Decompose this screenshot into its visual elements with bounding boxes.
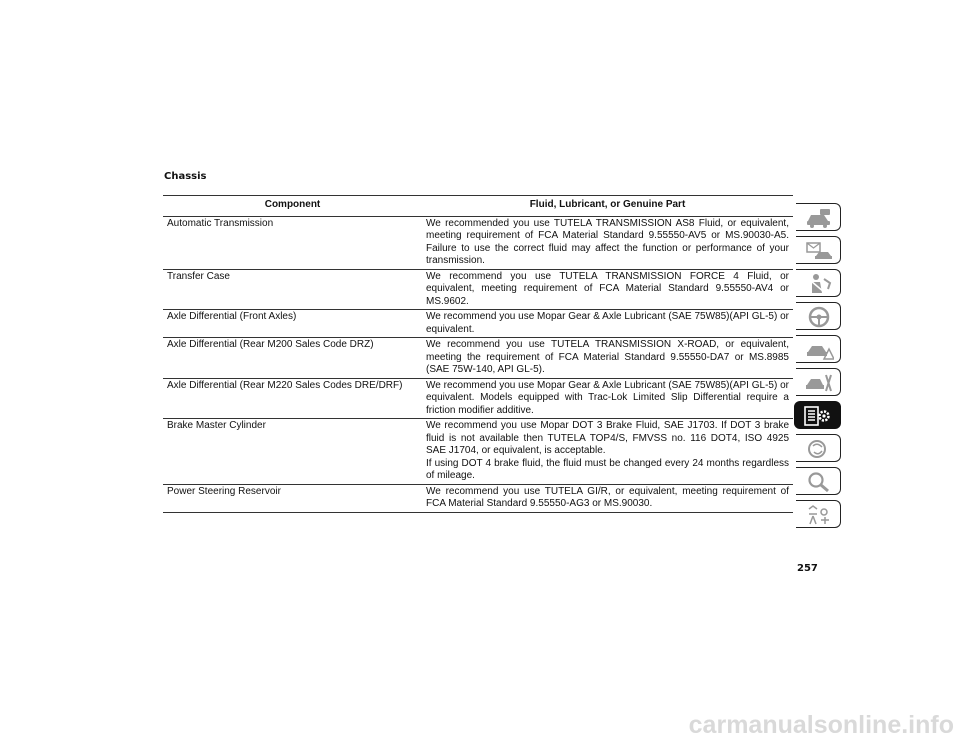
fluid-cell: [422, 216, 793, 269]
multimedia-icon: [804, 438, 834, 460]
table-row: [163, 269, 793, 310]
steering-wheel-icon: [804, 306, 834, 328]
fluid-text: We recommended you use TUTELA TRANSMISSION AS8 Fluid, or equivalent, meeting requirement of FCA Material Standard 9.55550-AV5 or MS.90030-A5. Failure to use the correct fluid may affect the function or performance of your transmission.: [426, 217, 789, 266]
specifications-gear-icon: [802, 405, 832, 427]
component-cell: Axle Differential (Rear M220 Sales Codes DRE/DRF): [163, 378, 422, 419]
fluid-text: We recommend you use TUTELA GI/R, or equivalent, meeting requirement of FCA Material Standard 9.55550-AG3 or MS.90030.: [426, 485, 789, 509]
fluid-cell: [422, 269, 793, 310]
fluid-text: We recommend you use Mopar Gear & Axle Lubricant (SAE 75W85)(API GL-5) or equivalent.: [426, 311, 789, 335]
car-warning-icon: [804, 339, 834, 361]
component-cell: Axle Differential (Rear M200 Sales Code DRZ): [163, 338, 422, 379]
tab-starting-operating[interactable]: [796, 302, 841, 330]
tab-servicing-maintenance[interactable]: [796, 368, 841, 396]
fluid-text: If using DOT 4 brake fluid, the fluid must be changed every 24 months regardless of mileage.: [426, 457, 789, 481]
tab-in-case-of-emergency[interactable]: [796, 335, 841, 363]
fluid-cell: [422, 419, 793, 485]
fluid-text: We recommend you use TUTELA TRANSMISSION FORCE 4 Fluid, or equivalent, meeting requirement of FCA Material Standard 9.55550-AV4 or MS.9602.: [426, 270, 789, 307]
table-row: [163, 338, 793, 379]
tab-technical-specifications[interactable]: [794, 401, 841, 429]
page-number: 257: [797, 563, 818, 574]
tab-getting-to-know-vehicle[interactable]: [796, 203, 841, 231]
chapter-tabs: [796, 203, 842, 533]
component-cell: Automatic Transmission: [163, 216, 422, 269]
table-row: [163, 216, 793, 269]
fluid-cell: [422, 484, 793, 512]
component-cell: Transfer Case: [163, 269, 422, 310]
column-header-component: Component: [163, 196, 422, 217]
table-row: [163, 310, 793, 338]
component-cell: Power Steering Reservoir: [163, 484, 422, 512]
tab-languages[interactable]: [796, 500, 841, 528]
watermark: carmanualsonline.info: [688, 711, 954, 739]
table-row: [163, 419, 793, 485]
fluid-cell: [422, 338, 793, 379]
component-cell: Axle Differential (Front Axles): [163, 310, 422, 338]
tab-index[interactable]: [796, 467, 841, 495]
languages-icon: [804, 504, 834, 526]
fluid-text: We recommend you use Mopar Gear & Axle Lubricant (SAE 75W85)(API GL-5) or equivalent. Models equipped with Trac-Lok Limited Slip Differential require a friction modifier additive.: [426, 379, 789, 416]
seat-belt-icon: [804, 273, 834, 295]
table-row: [163, 378, 793, 419]
fluid-text: We recommend you use TUTELA TRANSMISSION X-ROAD, or equivalent, meeting the requirement of FCA Material Standard 9.55550-DA7 or MS.8985 (SAE 75W-140, API GL-5).: [426, 339, 789, 375]
fluid-cell: [422, 310, 793, 338]
tab-safety[interactable]: [796, 269, 841, 297]
chassis-fluids-table: [163, 195, 793, 513]
tab-getting-to-know-panel[interactable]: [796, 236, 841, 264]
section-title: Chassis: [164, 171, 207, 182]
column-header-fluid: Fluid, Lubricant, or Genuine Part: [422, 196, 793, 217]
fluid-cell: [422, 378, 793, 419]
table-row: [163, 484, 793, 512]
fluid-text: We recommend you use Mopar DOT 3 Brake Fluid, SAE J1703. If DOT 3 brake fluid is not available then TUTELA TOP4/S, FMVSS no. 116 DOT4, ISO 4925 SAE J1704, or equivalent, is acceptable.: [426, 420, 789, 456]
magnifier-icon: [804, 471, 834, 493]
car-mail-icon: [804, 240, 834, 262]
car-tools-icon: [804, 372, 834, 394]
car-dashboard-icon: [804, 207, 834, 229]
table-header-row: [163, 196, 793, 217]
component-cell: Brake Master Cylinder: [163, 419, 422, 485]
tab-multimedia[interactable]: [796, 434, 841, 462]
